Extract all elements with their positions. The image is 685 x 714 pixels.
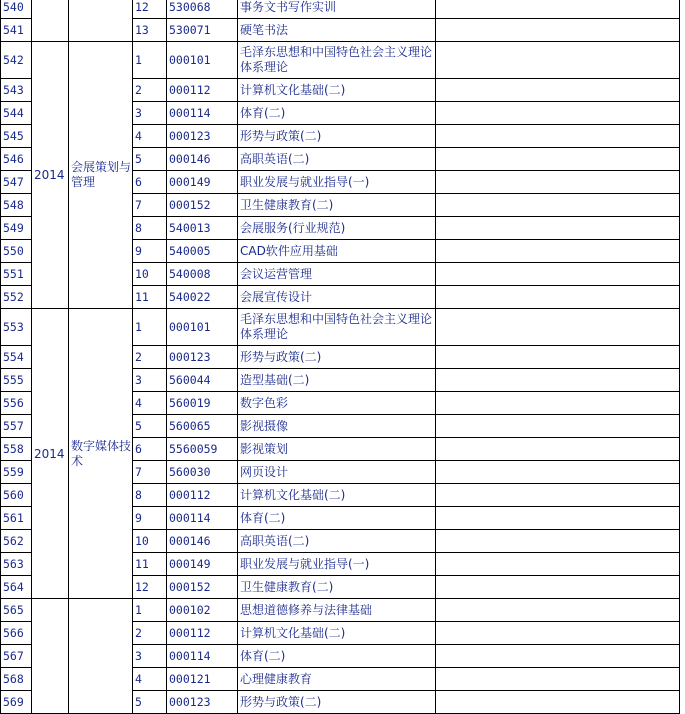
seq-cell: 1 [133, 42, 167, 79]
extra-cell [436, 79, 680, 102]
course-name-cell: 造型基础(二) [238, 369, 436, 392]
row-id-cell: 561 [1, 507, 32, 530]
seq-cell: 10 [133, 263, 167, 286]
seq-cell: 11 [133, 553, 167, 576]
course-name-cell: 形势与政策(二) [238, 691, 436, 714]
course-name-cell: 事务文书写作实训 [238, 0, 436, 19]
table-row [1, 0, 680, 19]
course-code-cell: 540005 [167, 240, 238, 263]
course-name-cell: 体育(二) [238, 645, 436, 668]
course-code-cell: 000112 [167, 622, 238, 645]
course-code-cell: 000123 [167, 346, 238, 369]
seq-cell: 7 [133, 194, 167, 217]
year-cell: 2014 [32, 309, 69, 599]
extra-cell [436, 148, 680, 171]
seq-cell: 5 [133, 415, 167, 438]
extra-cell [436, 553, 680, 576]
seq-cell: 4 [133, 668, 167, 691]
course-code-cell: 560044 [167, 369, 238, 392]
row-id-cell: 551 [1, 263, 32, 286]
seq-cell: 1 [133, 599, 167, 622]
seq-cell: 4 [133, 392, 167, 415]
course-code-cell: 000101 [167, 309, 238, 346]
course-name-cell: 卫生健康教育(二) [238, 576, 436, 599]
extra-cell [436, 599, 680, 622]
extra-cell [436, 42, 680, 79]
row-id-cell: 559 [1, 461, 32, 484]
course-code-cell: 540008 [167, 263, 238, 286]
row-id-cell: 547 [1, 171, 32, 194]
course-name-cell: 计算机文化基础(二) [238, 79, 436, 102]
row-id-cell: 553 [1, 309, 32, 346]
row-id-cell: 544 [1, 102, 32, 125]
row-id-cell: 555 [1, 369, 32, 392]
extra-cell [436, 668, 680, 691]
course-name-cell: 会展服务(行业规范) [238, 217, 436, 240]
extra-cell [436, 240, 680, 263]
course-code-cell: 000101 [167, 42, 238, 79]
row-id-cell: 562 [1, 530, 32, 553]
row-id-cell: 558 [1, 438, 32, 461]
course-name-cell: 体育(二) [238, 507, 436, 530]
course-name-cell: 影视策划 [238, 438, 436, 461]
row-id-cell: 556 [1, 392, 32, 415]
course-name-cell: 高职英语(二) [238, 148, 436, 171]
extra-cell [436, 645, 680, 668]
course-code-cell: 000152 [167, 576, 238, 599]
row-id-cell: 568 [1, 668, 32, 691]
row-id-cell: 550 [1, 240, 32, 263]
row-id-cell: 542 [1, 42, 32, 79]
extra-cell [436, 691, 680, 714]
row-id-cell: 567 [1, 645, 32, 668]
row-id-cell: 566 [1, 622, 32, 645]
extra-cell [436, 576, 680, 599]
seq-cell: 2 [133, 622, 167, 645]
seq-cell: 12 [133, 576, 167, 599]
seq-cell: 8 [133, 484, 167, 507]
row-id-cell: 540 [1, 0, 32, 19]
extra-cell [436, 102, 680, 125]
course-code-cell: 000149 [167, 171, 238, 194]
course-code-cell: 5560059 [167, 438, 238, 461]
major-cell [69, 0, 133, 42]
seq-cell: 4 [133, 125, 167, 148]
seq-cell: 10 [133, 530, 167, 553]
extra-cell [436, 217, 680, 240]
course-name-cell: CAD软件应用基础 [238, 240, 436, 263]
seq-cell: 2 [133, 346, 167, 369]
course-code-cell: 000114 [167, 645, 238, 668]
extra-cell [436, 392, 680, 415]
course-code-cell: 000146 [167, 530, 238, 553]
course-name-cell: 心理健康教育 [238, 668, 436, 691]
seq-cell: 13 [133, 19, 167, 42]
row-id-cell: 541 [1, 19, 32, 42]
extra-cell [436, 530, 680, 553]
table-row [1, 309, 680, 346]
row-id-cell: 565 [1, 599, 32, 622]
course-name-cell: 计算机文化基础(二) [238, 622, 436, 645]
row-id-cell: 554 [1, 346, 32, 369]
course-code-cell: 540013 [167, 217, 238, 240]
row-id-cell: 560 [1, 484, 32, 507]
course-code-cell: 560030 [167, 461, 238, 484]
year-cell: 2014 [32, 42, 69, 309]
course-code-cell: 000102 [167, 599, 238, 622]
extra-cell [436, 171, 680, 194]
major-cell: 数字媒体技术 [69, 309, 133, 599]
course-name-cell: 会展宣传设计 [238, 286, 436, 309]
extra-cell [436, 438, 680, 461]
row-id-cell: 557 [1, 415, 32, 438]
seq-cell: 5 [133, 148, 167, 171]
year-cell [32, 0, 69, 42]
extra-cell [436, 622, 680, 645]
seq-cell: 3 [133, 645, 167, 668]
extra-cell [436, 461, 680, 484]
seq-cell: 6 [133, 171, 167, 194]
extra-cell [436, 415, 680, 438]
row-id-cell: 563 [1, 553, 32, 576]
extra-cell [436, 507, 680, 530]
extra-cell [436, 0, 680, 19]
row-id-cell: 545 [1, 125, 32, 148]
course-code-cell: 000112 [167, 79, 238, 102]
course-code-cell: 540022 [167, 286, 238, 309]
extra-cell [436, 369, 680, 392]
seq-cell: 11 [133, 286, 167, 309]
course-name-cell: 高职英语(二) [238, 530, 436, 553]
extra-cell [436, 484, 680, 507]
seq-cell: 5 [133, 691, 167, 714]
course-name-cell: 影视摄像 [238, 415, 436, 438]
course-code-cell: 000121 [167, 668, 238, 691]
seq-cell: 2 [133, 79, 167, 102]
course-code-cell: 560065 [167, 415, 238, 438]
extra-cell [436, 194, 680, 217]
table-row [1, 599, 680, 622]
extra-cell [436, 263, 680, 286]
course-code-cell: 530071 [167, 19, 238, 42]
seq-cell: 7 [133, 461, 167, 484]
course-name-cell: 数字色彩 [238, 392, 436, 415]
course-code-cell: 000152 [167, 194, 238, 217]
course-code-cell: 000112 [167, 484, 238, 507]
seq-cell: 9 [133, 507, 167, 530]
extra-cell [436, 346, 680, 369]
row-id-cell: 552 [1, 286, 32, 309]
major-cell [69, 599, 133, 714]
seq-cell: 3 [133, 369, 167, 392]
major-cell: 会展策划与管理 [69, 42, 133, 309]
course-code-cell: 000123 [167, 691, 238, 714]
row-id-cell: 546 [1, 148, 32, 171]
row-id-cell: 543 [1, 79, 32, 102]
course-code-cell: 000123 [167, 125, 238, 148]
course-name-cell: 硬笔书法 [238, 19, 436, 42]
extra-cell [436, 19, 680, 42]
row-id-cell: 569 [1, 691, 32, 714]
course-name-cell: 卫生健康教育(二) [238, 194, 436, 217]
seq-cell: 1 [133, 309, 167, 346]
year-cell [32, 599, 69, 714]
extra-cell [436, 309, 680, 346]
row-id-cell: 564 [1, 576, 32, 599]
course-name-cell: 体育(二) [238, 102, 436, 125]
course-name-cell: 职业发展与就业指导(一) [238, 553, 436, 576]
course-name-cell: 形势与政策(二) [238, 125, 436, 148]
course-code-cell: 560019 [167, 392, 238, 415]
course-name-cell: 会议运营管理 [238, 263, 436, 286]
extra-cell [436, 286, 680, 309]
table-row [1, 42, 680, 79]
row-id-cell: 548 [1, 194, 32, 217]
course-code-cell: 000149 [167, 553, 238, 576]
course-name-cell: 计算机文化基础(二) [238, 484, 436, 507]
seq-cell: 8 [133, 217, 167, 240]
course-name-cell: 职业发展与就业指导(一) [238, 171, 436, 194]
course-name-cell: 形势与政策(二) [238, 346, 436, 369]
seq-cell: 3 [133, 102, 167, 125]
course-code-cell: 000114 [167, 102, 238, 125]
seq-cell: 9 [133, 240, 167, 263]
extra-cell [436, 125, 680, 148]
seq-cell: 6 [133, 438, 167, 461]
course-code-cell: 000114 [167, 507, 238, 530]
course-name-cell: 思想道德修养与法律基础 [238, 599, 436, 622]
course-name-cell: 毛泽东思想和中国特色社会主义理论体系理论 [238, 42, 436, 79]
course-code-cell: 530068 [167, 0, 238, 19]
seq-cell: 12 [133, 0, 167, 19]
course-code-cell: 000146 [167, 148, 238, 171]
course-name-cell: 毛泽东思想和中国特色社会主义理论体系理论 [238, 309, 436, 346]
row-id-cell: 549 [1, 217, 32, 240]
course-name-cell: 网页设计 [238, 461, 436, 484]
